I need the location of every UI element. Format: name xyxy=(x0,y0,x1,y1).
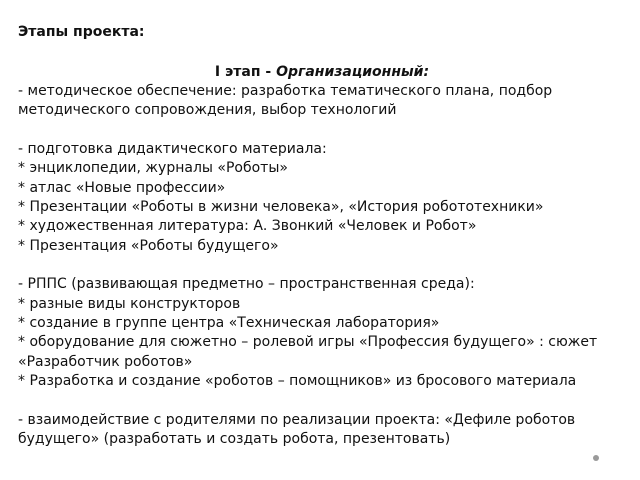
text-line: * Разработка и создание «роботов – помощников» из бросового материала xyxy=(18,373,577,390)
stage-name: Организационный: xyxy=(276,64,430,80)
section-methodical xyxy=(18,82,626,121)
bullet-dot-icon xyxy=(593,455,599,461)
text-line: - РППС (развивающая предметно – пространственная среда): xyxy=(18,276,475,293)
text-line: * художественная литература: А. Звонкий «Человек и Робот» xyxy=(18,218,477,235)
stage-title xyxy=(18,62,626,82)
text-line: - подготовка дидактического материала: xyxy=(18,140,327,157)
text-line: - взаимодействие с родителями по реализации проекта: «Дефиле роботов будущего» (разработать и создать робота, презентовать) xyxy=(18,411,576,448)
text-line: * Презентации «Роботы в жизни человека», «История робототехники» xyxy=(18,199,544,216)
text-line: * энциклопедии, журналы «Роботы» xyxy=(18,160,288,177)
section-environment xyxy=(18,275,626,391)
text-line: * Презентация «Роботы будущего» xyxy=(18,237,279,254)
text-line: * оборудование для сюжетно – ролевой игры «Профессия будущего» : сюжет «Разработчик роботов» xyxy=(18,334,598,370)
section-didactic xyxy=(18,140,626,256)
page-heading: Этапы проекта: xyxy=(18,24,145,40)
text-line: * разные виды конструкторов xyxy=(18,295,241,312)
stage-prefix: I этап - xyxy=(214,64,277,80)
text-line: - методическое обеспечение: разработка тематического плана, подбор методического сопровождения, выбор технологий xyxy=(18,83,553,119)
text-line: * атлас «Новые профессии» xyxy=(18,179,226,196)
text-line: * создание в группе центра «Техническая лаборатория» xyxy=(18,315,440,332)
section-parents xyxy=(18,411,626,450)
